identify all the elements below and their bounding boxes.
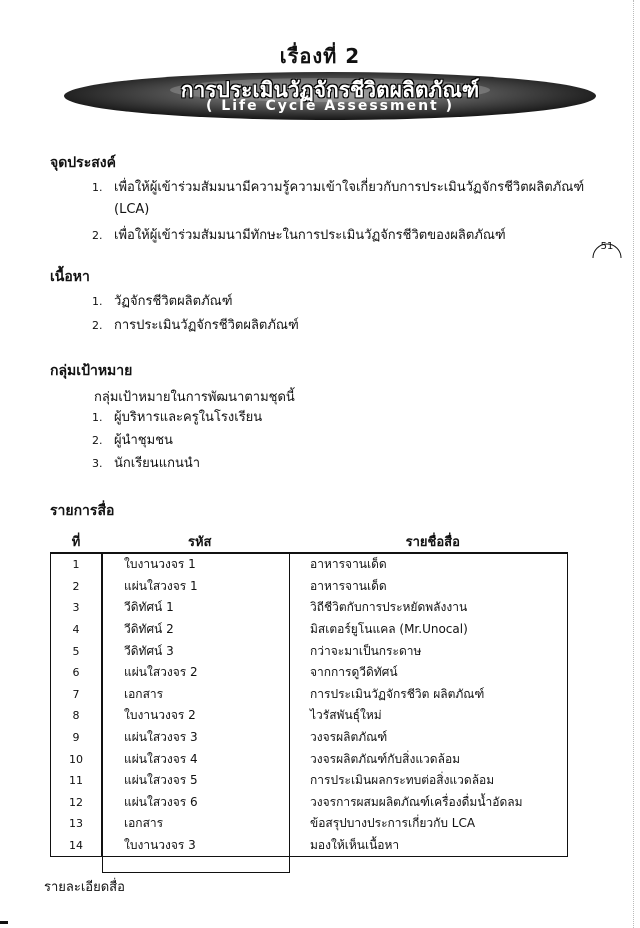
row-number: 3 (51, 597, 102, 619)
objectives-heading: จุดประสงค์ (50, 155, 116, 171)
column-header-name: รายชื่อสื่อ (298, 530, 568, 553)
content-number: 2. (92, 319, 103, 332)
content-text: การประเมินวัฏจักรชีวิตผลิตภัณฑ์ (114, 318, 299, 333)
row-code: ใบงานวงจร 2 (124, 708, 196, 723)
target-heading: กลุ่มเป้าหมาย (50, 363, 133, 379)
row-number: 12 (51, 792, 102, 814)
page-number: 51 (600, 241, 614, 252)
table-row (51, 576, 568, 598)
target-item-1 (92, 408, 262, 428)
row-code: เอกสาร (124, 816, 164, 831)
column-header-number: ที่ (51, 530, 102, 553)
row-media-name: จากการดูวีดิทัศน์ (298, 662, 568, 684)
media-heading: รายการสื่อ (50, 503, 115, 519)
row-number: 11 (51, 770, 102, 792)
row-media-name: วงจรการผสมผลิตภัณฑ์เครื่องดื่มน้ำอัดลม (298, 792, 568, 814)
target-number: 2. (92, 434, 103, 447)
content-item-2 (92, 316, 299, 336)
row-media-name: อาหารจานเด็ด (298, 576, 568, 598)
table-row (51, 727, 568, 749)
row-media-name: ไวรัสพันธุ์ใหม่ (298, 705, 568, 727)
row-media-name: วิถีชีวิตกับการประหยัดพลังงาน (298, 597, 568, 619)
row-media-name: มองให้เห็นเนื้อหา (298, 835, 568, 857)
title-banner (62, 70, 598, 122)
row-media-name: วงจรผลิตภัณฑ์กับสิ่งแวดล้อม (298, 748, 568, 770)
objective-text: เพื่อให้ผู้เข้าร่วมสัมมนามีความรู้ความเข้าใจเกี่ยวกับการประเมินวัฏจักรชีวิตผลิตภัณฑ์ (114, 180, 585, 195)
content-item-1 (92, 292, 233, 312)
row-media-name: วงจรผลิตภัณฑ์ (298, 727, 568, 749)
target-text: ผู้นำชุมชน (114, 433, 173, 448)
content-heading: เนื้อหา (50, 269, 90, 285)
row-code: ใบงานวงจร 1 (124, 557, 196, 572)
row-media-name: ข้อสรุปบางประการเกี่ยวกับ LCA (298, 813, 568, 835)
page-number-badge (590, 230, 624, 260)
table-row (51, 835, 568, 857)
objective-number: 1. (92, 181, 103, 194)
objective-number: 2. (92, 229, 103, 242)
table-row (51, 640, 568, 662)
row-code: ใบงานวงจร 3 (102, 835, 299, 857)
row-code: แผ่นใสวงจร 5 (124, 773, 198, 788)
target-item-3 (92, 454, 200, 474)
chapter-title: เรื่องที่ 2 (279, 44, 361, 68)
table-row (51, 792, 568, 814)
content-number: 1. (92, 295, 103, 308)
page-edge (632, 0, 634, 928)
row-number: 8 (51, 705, 102, 727)
row-number: 4 (51, 619, 102, 641)
content-text: วัฏจักรชีวิตผลิตภัณฑ์ (114, 294, 233, 309)
row-code: แผ่นใสวงจร 1 (124, 578, 198, 593)
media-table (50, 530, 568, 857)
row-code: วีดิทัศน์ 2 (124, 622, 174, 637)
corner-mark (0, 921, 8, 924)
objective-text: เพื่อให้ผู้เข้าร่วมสัมมนามีทักษะในการประเมินวัฏจักรชีวิตของผลิตภัณฑ์ (114, 228, 506, 243)
row-number: 7 (51, 684, 102, 706)
row-media-name: กว่าจะมาเป็นกระดาษ (298, 640, 568, 662)
row-code: แผ่นใสวงจร 3 (124, 730, 198, 745)
row-code: แผ่นใสวงจร 2 (124, 665, 198, 680)
banner-title: การประเมินวัฏจักรชีวิตผลิตภัณฑ์ (180, 78, 480, 102)
table-row (51, 553, 568, 576)
objective-item-1 (92, 178, 584, 198)
table-row (51, 705, 568, 727)
row-number: 6 (51, 662, 102, 684)
objective-item-2 (92, 226, 506, 246)
table-row (51, 748, 568, 770)
row-media-name: การประเมินผลกระทบต่อสิ่งแวดล้อม (298, 770, 568, 792)
row-number: 1 (51, 553, 102, 576)
target-text: นักเรียนแกนนำ (114, 456, 201, 471)
row-code: เอกสาร (124, 686, 164, 701)
row-number: 14 (51, 835, 102, 857)
row-media-name: อาหารจานเด็ด (298, 553, 568, 576)
media-table-body (51, 553, 568, 857)
row-number: 10 (51, 748, 102, 770)
row-code: วีดิทัศน์ 1 (124, 600, 174, 615)
target-intro: กลุ่มเป้าหมายในการพัฒนาตามชุดนี้ (94, 390, 295, 405)
row-number: 5 (51, 640, 102, 662)
table-row (51, 662, 568, 684)
footer-text: รายละเอียดสื่อ (44, 880, 125, 895)
row-code: แผ่นใสวงจร 4 (124, 751, 198, 766)
media-table-header (51, 530, 568, 553)
target-text: ผู้บริหารและครูในโรงเรียน (114, 410, 263, 425)
target-number: 1. (92, 411, 103, 424)
objective-text-continued: (LCA) (114, 202, 150, 217)
row-number: 13 (51, 813, 102, 835)
row-code: แผ่นใสวงจร 6 (124, 794, 198, 809)
row-media-name: มิสเตอร์ยูโนแคล (Mr.Unocal) (298, 619, 568, 641)
column-header-code: รหัส (102, 530, 299, 553)
row-number: 9 (51, 727, 102, 749)
table-row (51, 597, 568, 619)
table-row (51, 813, 568, 835)
target-item-2 (92, 431, 173, 451)
row-code: วีดิทัศน์ 3 (124, 643, 174, 658)
target-number: 3. (92, 457, 103, 470)
table-row (51, 770, 568, 792)
table-row (51, 684, 568, 706)
banner-subtitle: ( Life Cycle Assessment ) (206, 98, 454, 114)
table-row (51, 619, 568, 641)
row-number: 2 (51, 576, 102, 598)
row-media-name: การประเมินวัฏจักรชีวิต ผลิตภัณฑ์ (298, 684, 568, 706)
